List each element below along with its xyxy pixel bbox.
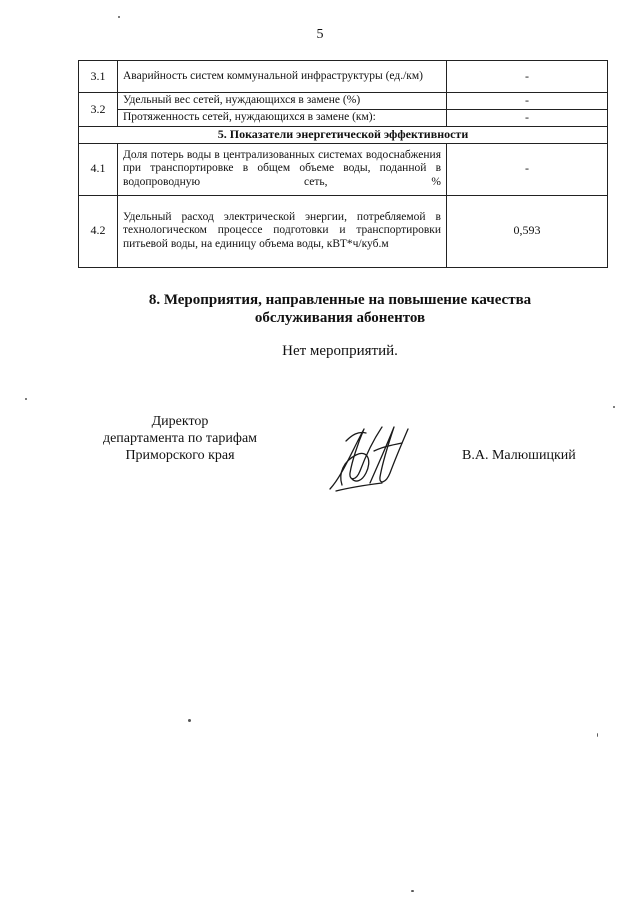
signer-position: Директор xyxy=(151,414,209,429)
table-row xyxy=(79,93,608,110)
section-8-heading xyxy=(0,291,640,327)
indicators-table xyxy=(78,60,608,268)
heading-line: 8. Мероприятия, направленные на повышение качества xyxy=(148,292,532,308)
row-number: 3.1 xyxy=(79,61,118,93)
table-row xyxy=(79,195,608,267)
row-description: Аварийность систем коммунальной инфраструктуры (ед./км) xyxy=(118,61,447,93)
row-description: Удельный расход электрической энергии, потребляемой в технологическом процессе подготовки и транспортировки питьевой воды, на единицу объема воды, кВТ*ч/куб.м xyxy=(118,195,447,267)
row-description: Удельный вес сетей, нуждающихся в замене (%) xyxy=(118,93,447,110)
scan-speck xyxy=(118,16,120,18)
row-value: - xyxy=(447,61,608,93)
row-value: 0,593 xyxy=(447,195,608,267)
row-number: 4.2 xyxy=(79,195,118,267)
table-row xyxy=(79,61,608,93)
row-value: - xyxy=(447,110,608,127)
scan-speck xyxy=(188,719,191,722)
signer-name: В.А. Малюшицкий xyxy=(462,448,576,463)
row-number: 4.1 xyxy=(79,143,118,195)
signer-title xyxy=(80,413,280,464)
scan-speck xyxy=(597,733,598,737)
handwritten-signature xyxy=(322,421,412,493)
signer-region: Приморского края xyxy=(125,448,235,463)
signer-department: департамента по тарифам xyxy=(102,431,258,446)
row-value: - xyxy=(447,143,608,195)
table-row xyxy=(79,143,608,195)
section-heading: 5. Показатели энергетической эффективности xyxy=(79,127,608,144)
row-value: - xyxy=(447,93,608,110)
row-number: 3.2 xyxy=(79,93,118,127)
no-activities-note: Нет мероприятий. xyxy=(282,343,398,359)
scan-speck xyxy=(411,890,414,892)
row-description: Доля потерь воды в централизованных системах водоснабжения при транспортировке в общем объеме воды, поданной в водопроводную сеть, % xyxy=(118,143,447,195)
page-number: 5 xyxy=(316,27,324,42)
scan-speck xyxy=(25,398,27,400)
section-row xyxy=(79,127,608,144)
table-row xyxy=(79,110,608,127)
row-description: Протяженность сетей, нуждающихся в замене (км): xyxy=(118,110,447,127)
heading-line: обслуживания абонентов xyxy=(254,310,426,326)
scan-speck xyxy=(613,406,615,408)
